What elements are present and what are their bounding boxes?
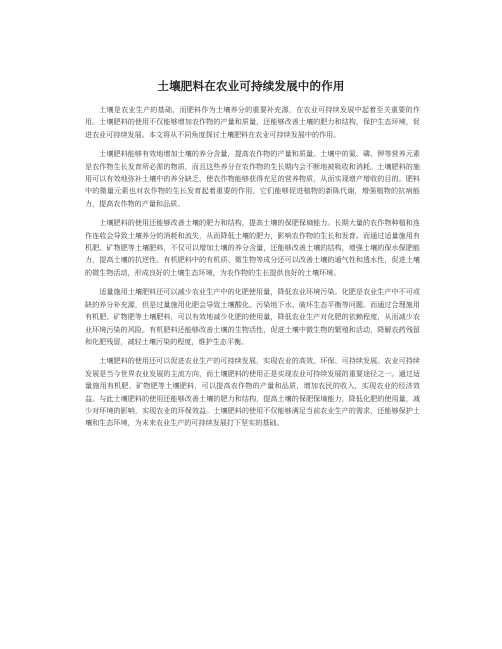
paragraph-soil-structure: 土壤肥料的使用还能够改善土壤的肥力和结构，提高土壤的保肥保墒能力。长期大量的农作物种植和连作连收会导致土壤养分的消耗和流失，从而降低土壤的肥力，影响农作物的生长和发育。而通过适量施用有机肥、矿物肥等土壤肥料，不仅可以增加土壤的养分含量，还能够改善土壤的结构，增强土壤的保水保肥能力，提高土壤的抗逆性。有机肥料中的有机质、微生物等成分还可以改善土壤的通气性和透水性，促进土壤的微生物活动，形成良好的土壤生态环境，为农作物的生长提供良好的土壤环境。 (85, 218, 420, 277)
paragraph-pollution: 适量施用土壤肥料还可以减少农业生产中的化肥使用量，降低农业环境污染。化肥是农业生产中不可或缺的养分补充源，但是过量施用化肥会导致土壤酸化、污染地下水、破坏生态平衡等问题。而通过合理施用有机肥、矿物肥等土壤肥料，可以有效地减少化肥的使用量，降低农业生产对化肥的依赖程度，从而减少农业环境污染的风险。有机肥料还能够改善土壤的生物活性，促进土壤中微生物的繁殖和活动，降解农药残留和化肥残留，减轻土壤污染的程度，维护生态平衡。 (85, 287, 420, 346)
paragraph-nutrients: 土壤肥料能够有效地增加土壤的养分含量，提高农作物的产量和质量。土壤中的氮、磷、钾等营养元素是农作物生长发育所必需的物质，而且这些养分在农作物的生长期内会不断地被吸收和消耗。土壤肥料的施用可以有效地弥补土壤中的养分缺乏，使农作物能够获得充足的营养物质，从而实现增产增收的目的。肥料中的微量元素也对农作物的生长发育起着重要的作用，它们能够促进植物的新陈代谢，增强植物的抗病能力，提高农作物的产量和品质。 (85, 149, 420, 208)
document-title: 土壤肥料在农业可持续发展中的作用 (157, 79, 345, 93)
paragraph-intro: 土壤是农业生产的基础，而肥料作为土壤养分的重要补充源，在农业可持续发展中起着至关重要的作用。土壤肥料的使用不仅能够增加农作物的产量和质量，还能够改善土壤的肥力和结构，保护生态环境，促进农业可持续发展。本文将从不同角度探讨土壤肥料在农业可持续发展中的作用。 (85, 105, 420, 139)
document-body (85, 104, 420, 437)
paragraph-sustainability: 土壤肥料的使用还可以促进农业生产的可持续发展，实现农业的高效、环保、可持续发展。农业可持续发展是当今世界农业发展的主流方向，而土壤肥料的使用正是实现农业可持续发展的重要途径之一。通过适量施用有机肥、矿物肥等土壤肥料，可以提高农作物的产量和品质，增加农民的收入，实现农业的经济效益。与此土壤肥料的使用还能够改善土壤的肥力和结构，提高土壤的保肥保墒能力，降低化肥的使用量，减少对环境的影响，实现农业的环保效益。土壤肥料的使用不仅能够满足当前农业生产的需求，还能够保护土壤和生态环境，为未来农业生产的可持续发展打下坚实的基础。 (85, 356, 420, 428)
